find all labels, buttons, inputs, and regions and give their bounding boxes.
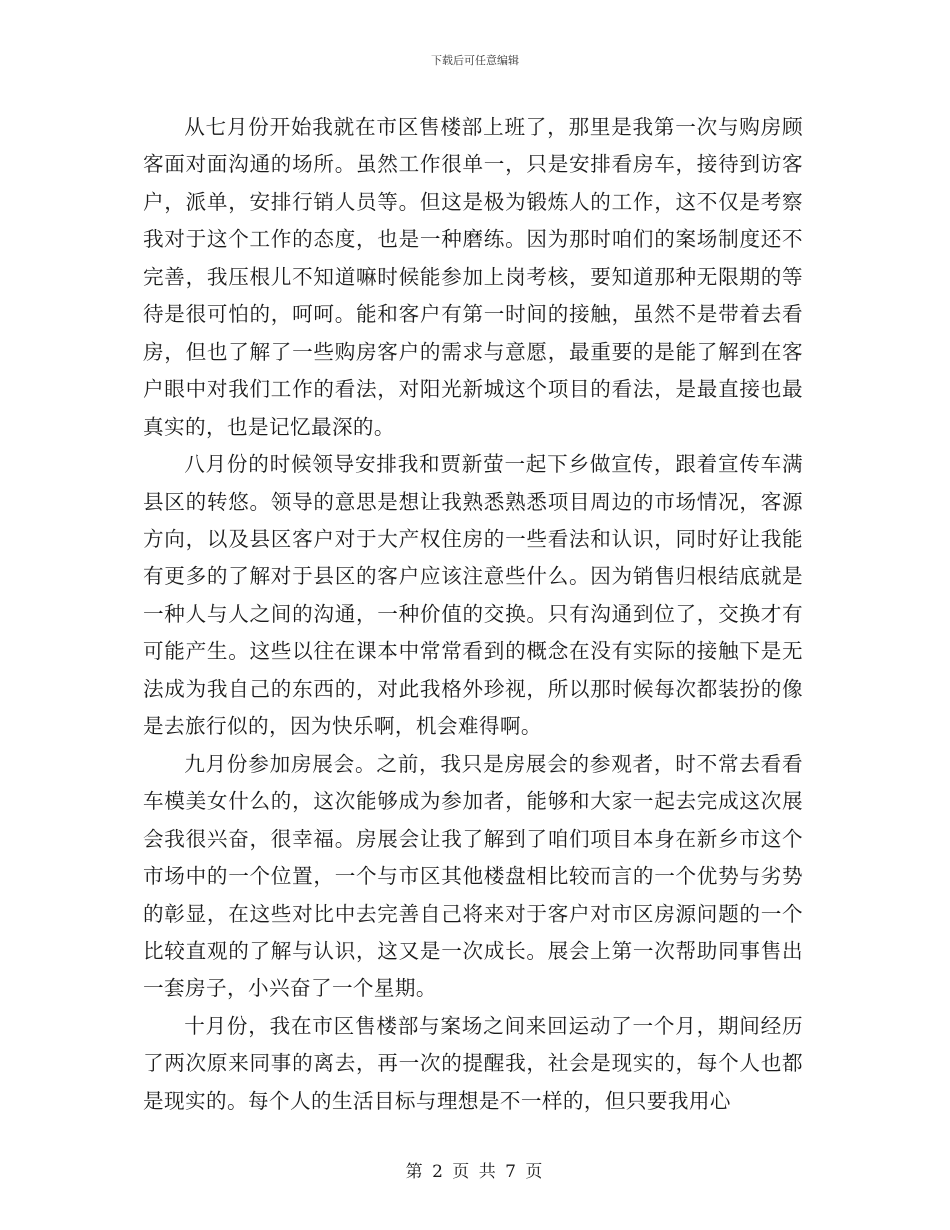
paragraph-october: 十月份，我在市区售楼部与案场之间来回运动了一个月，期间经历了两次原来同事的离去，再一次的提醒我，社会是现实的，每个人也都是现实的。每个人的生活目标与理想是不一样的，但只要我用心 xyxy=(143,1013,803,1113)
paragraph-august: 八月份的时候领导安排我和贾新萤一起下乡做宣传，跟着宣传车满县区的转悠。领导的意思是想让我熟悉熟悉项目周边的市场情况，客源方向，以及县区客户对于大产权住房的一些看法和认识，同时好让我能有更多的了解对于县区的客户应该注意些什么。因为销售归根结底就是一种人与人之间的沟通，一种价值的交换。只有沟通到位了，交换才有可能产生。这些以往在课本中常常看到的概念在没有实际的接触下是无法成为我自己的东西的，对此我格外珍视，所以那时候每次都装扮的像是去旅行似的，因为快乐啊，机会难得啊。 xyxy=(143,452,803,739)
page-number: 第 2 页 共 7 页 xyxy=(405,1162,545,1182)
document-body xyxy=(143,109,803,1120)
page-header-note: 下载后可任意编辑 xyxy=(431,54,519,67)
paragraph-september: 九月份参加房展会。之前，我只是房展会的参观者，时不常去看看车模美女什么的，这次能够成为参加者，能够和大家一起去完成这次展会我很兴奋，很幸福。房展会让我了解到了咱们项目本身在新乡市这个市场中的一个位置，一个与市区其他楼盘相比较而言的一个优势与劣势的彰显，在这些对比中去完善自己将来对于客户对市区房源问题的一个比较直观的了解与认识，这又是一次成长。展会上第一次帮助同事售出一套房子，小兴奋了一个星期。 xyxy=(143,751,803,1001)
paragraph-july: 从七月份开始我就在市区售楼部上班了，那里是我第一次与购房顾客面对面沟通的场所。虽然工作很单一，只是安排看房车，接待到访客户，派单，安排行销人员等。但这是极为锻炼人的工作，这不仅是考察我对于这个工作的态度，也是一种磨练。因为那时咱们的案场制度还不完善，我压根儿不知道嘛时候能参加上岗考核，要知道那种无限期的等待是很可怕的，呵呵。能和客户有第一时间的接触，虽然不是带着去看房，但也了解了一些购房客户的需求与意愿，最重要的是能了解到在客户眼中对我们工作的看法，对阳光新城这个项目的看法，是最直接也最真实的，也是记忆最深的。 xyxy=(143,115,803,439)
